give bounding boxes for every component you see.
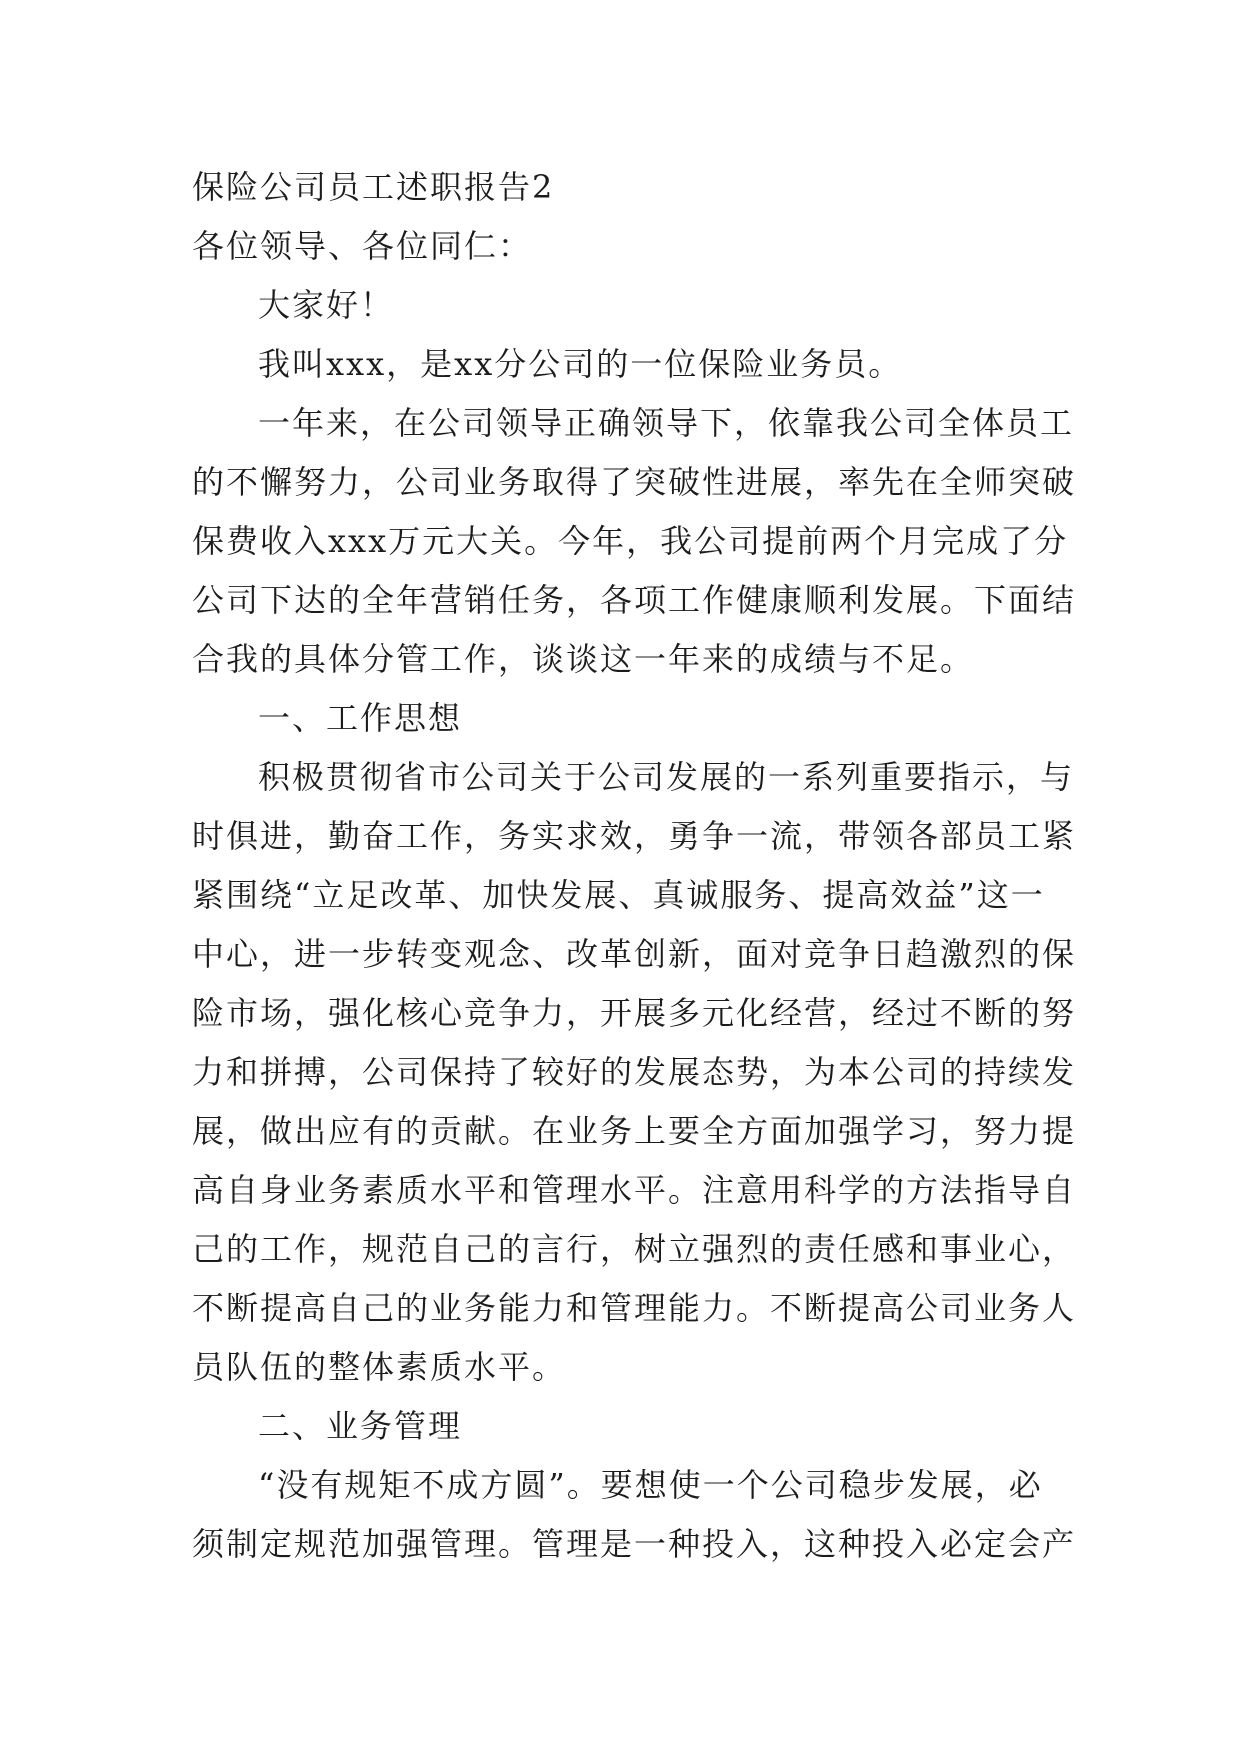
paragraph-line: 力和拼搏，公司保持了较好的发展态势，为本公司的持续发 (192, 1053, 1077, 1091)
paragraph-line: 险市场，强化核心竞争力，开展多元化经营，经过不断的努 (192, 994, 1077, 1032)
paragraph-line: 员队伍的整体素质水平。 (192, 1348, 567, 1386)
paragraph-line: 紧围绕“立足改革、加快发展、真诚服务、提高效益”这一 (192, 876, 1045, 914)
section-heading: 一、工作思想 (258, 699, 463, 737)
paragraph-line: 中心，进一步转变观念、改革创新，面对竞争日趋激烈的保 (192, 935, 1077, 973)
greeting: 大家好！ (258, 286, 395, 324)
paragraph-line: 不断提高自己的业务能力和管理能力。不断提高公司业务人 (192, 1289, 1077, 1327)
document-body (192, 158, 1077, 1574)
document-title: 保险公司员工述职报告2 (192, 168, 555, 206)
paragraph-line: “没有规矩不成方圆”。要想使一个公司稳步发展，必 (258, 1466, 1043, 1504)
paragraph-line: 合我的具体分管工作，谈谈这一年来的成绩与不足。 (192, 640, 975, 678)
paragraph-line: 己的工作，规范自己的言行，树立强烈的责任感和事业心， (192, 1230, 1077, 1268)
paragraph-line: 公司下达的全年营销任务，各项工作健康顺利发展。下面结 (192, 581, 1077, 619)
section-heading: 二、业务管理 (258, 1407, 463, 1445)
paragraph-line: 一年来，在公司领导正确领导下，依靠我公司全体员工 (258, 404, 1075, 442)
salutation: 各位领导、各位同仁： (192, 227, 533, 265)
paragraph-line: 高自身业务素质水平和管理水平。注意用科学的方法指导自 (192, 1171, 1077, 1209)
paragraph-line: 积极贯彻省市公司关于公司发展的一系列重要指示，与 (258, 758, 1075, 796)
paragraph-line: 的不懈努力，公司业务取得了突破性进展，率先在全师突破 (192, 463, 1077, 501)
paragraph-line: 时俱进，勤奋工作，务实求效，勇争一流，带领各部员工紧 (192, 817, 1077, 855)
paragraph-line: 保费收入xxx万元大关。今年，我公司提前两个月完成了分 (192, 522, 1069, 560)
paragraph-line: 须制定规范加强管理。管理是一种投入，这种投入必定会产 (192, 1525, 1077, 1563)
paragraph-line: 展，做出应有的贡献。在业务上要全方面加强学习，努力提 (192, 1112, 1077, 1150)
intro-line: 我叫xxx，是xx分公司的一位保险业务员。 (258, 345, 903, 383)
